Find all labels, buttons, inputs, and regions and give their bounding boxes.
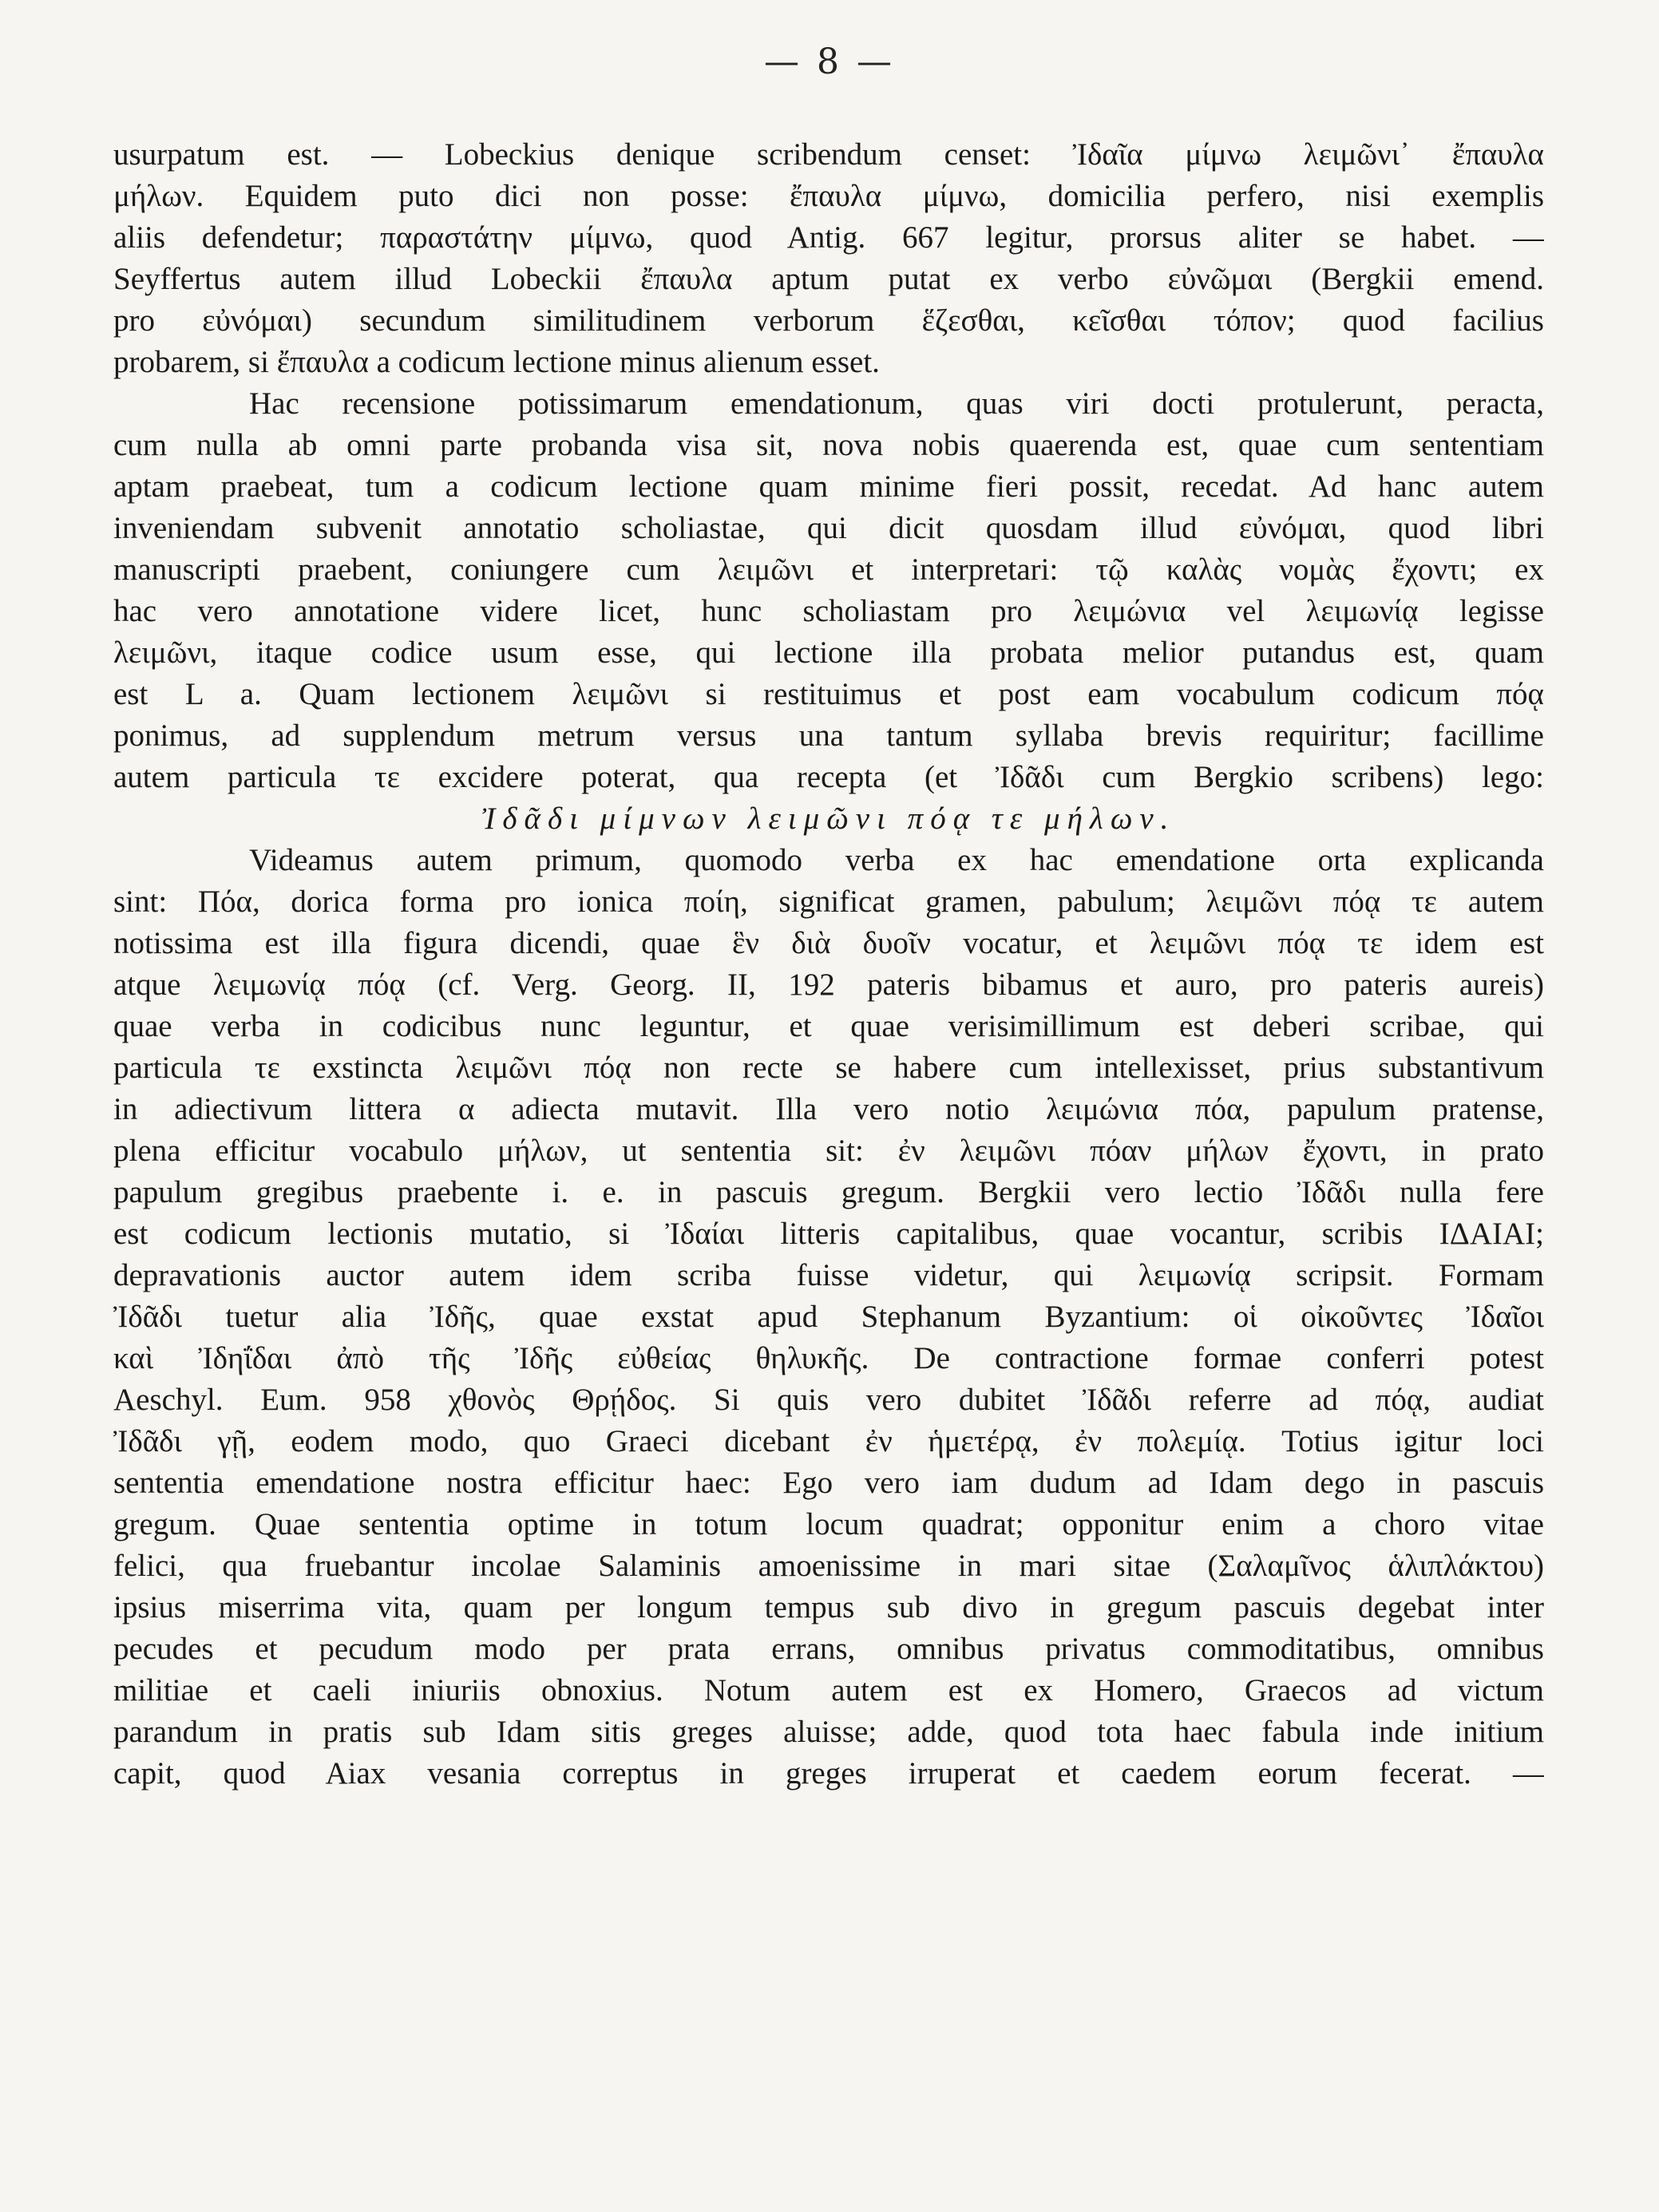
page-number: — 8 —: [764, 42, 895, 82]
text-line: sint: Πόα, dorica forma pro ionica ποίη, significat gramen, pabulum; λειμῶνι πόᾳ τε autem: [113, 884, 1544, 919]
text-line: depravationis auctor autem idem scriba fuisse videtur, qui λειμωνίᾳ scripsit. Formam: [113, 1258, 1544, 1292]
paragraph-start-line: Videamus autem primum, quomodo verba ex hac emendatione orta explicanda: [249, 843, 1544, 877]
text-line: Ἰδᾶδι γῇ, eodem modo, quo Graeci dicebant ἐν ἡμετέρᾳ, ἐν πολεμίᾳ. Totius igitur loci: [113, 1424, 1544, 1458]
text-line: papulum gregibus praebente i. e. in pascuis gregum. Bergkii vero lectio Ἰδᾶδι nulla fere: [113, 1175, 1544, 1209]
text-line: μήλων. Equidem puto dici non posse: ἔπαυλα μίμνω, domicilia perfero, nisi exemplis: [113, 179, 1544, 213]
text-line: λειμῶνι, itaque codice usum esse, qui lectione illa probata melior putandus est, quam: [113, 635, 1544, 670]
text-line: militiae et caeli iniuriis obnoxius. Notum autem est ex Homero, Graecos ad victum: [113, 1673, 1544, 1707]
text-line: atque λειμωνίᾳ πόᾳ (cf. Verg. Georg. II, 192 pateris bibamus et auro, pro pateris aureis): [113, 968, 1544, 1002]
text-line: est L a. Quam lectionem λειμῶνι si restituimus et post eam vocabulum codicum πόᾳ: [113, 677, 1544, 711]
text-line: aptam praebeat, tum a codicum lectione quam minime fieri possit, recedat. Ad hanc autem: [113, 469, 1544, 504]
text-line: aliis defendetur; παραστάτην μίμνω, quod Antig. 667 legitur, prorsus aliter se habet. —: [113, 220, 1544, 255]
text-line: parandum in pratis sub Idam sitis greges aluisse; adde, quod tota haec fabula inde initium: [113, 1715, 1544, 1749]
text-line: particula τε exstincta λειμῶνι πόᾳ non recte se habere cum intellexisset, prius substantivum: [113, 1051, 1544, 1085]
text-line: Aeschyl. Eum. 958 χθονὸς Θρῄδος. Si quis vero dubitet Ἰδᾶδι referre ad πόᾳ, audiat: [113, 1383, 1544, 1417]
text-line: plena efficitur vocabulo μήλων, ut sententia sit: ἐν λειμῶνι πόαν μήλων ἔχοντι, in prato: [113, 1134, 1544, 1168]
text-line: capit, quod Aiax vesania correptus in greges irruperat et caedem eorum fecerat. —: [113, 1756, 1544, 1791]
text-line: est codicum lectionis mutatio, si Ἰδαίαι litteris capitalibus, quae vocantur, scribis ΙΔΑΙΑΙ;: [113, 1217, 1544, 1251]
greek-verse-line: Ἰδᾶδι μίμνων λειμῶνι πόᾳ τε μήλων.: [481, 801, 1176, 836]
text-line: in adiectivum littera α adiecta mutavit. Illa vero notio λειμώνια πόα, papulum pratense,: [113, 1092, 1544, 1126]
body-text: [113, 134, 1544, 1795]
text-line: gregum. Quae sententia optime in totum locum quadrat; opponitur enim a choro vitae: [113, 1507, 1544, 1541]
text-line: hac vero annotatione videre licet, hunc scholiastam pro λειμώνια vel λειμωνίᾳ legisse: [113, 594, 1544, 628]
text-line: cum nulla ab omni parte probanda visa sit, nova nobis quaerenda est, quae cum sententiam: [113, 428, 1544, 462]
text-line: probarem, si ἔπαυλα a codicum lectione minus alienum esset.: [113, 345, 880, 379]
text-line: notissima est illa figura dicendi, quae ἓν διὰ δυοῖν vocatur, et λειμῶνι πόᾳ τε idem est: [113, 926, 1544, 960]
paragraph-start-line: Hac recensione potissimarum emendationum, quas viri docti protulerunt, peracta,: [249, 386, 1544, 421]
text-line: felici, qua fruebantur incolae Salaminis amoenissime in mari sitae (Σαλαμῖνος ἁλιπλάκτου): [113, 1549, 1544, 1583]
text-line: Ἰδᾶδι tuetur alia Ἰδῆς, quae exstat apud Stephanum Byzantium: οἱ οἰκοῦντες Ἰδαῖοι: [113, 1300, 1544, 1334]
text-line: Seyffertus autem illud Lobeckii ἔπαυλα aptum putat ex verbo εὐνῶμαι (Bergkii emend.: [113, 262, 1544, 296]
text-line: usurpatum est. — Lobeckius denique scribendum censet: Ἰδαῖα μίμνω λειμῶνι᾽ ἔπαυλα: [113, 137, 1544, 172]
text-line: pecudes et pecudum modo per prata errans, omnibus privatus commoditatibus, omnibus: [113, 1632, 1544, 1666]
text-line: pro εὐνόμαι) secundum similitudinem verborum ἕζεσθαι, κεῖσθαι τόπον; quod facilius: [113, 303, 1544, 338]
text-line: manuscripti praebent, coniungere cum λειμῶνι et interpretari: τῷ καλὰς νομὰς ἔχοντι; ex: [113, 552, 1544, 587]
text-line: ponimus, ad supplendum metrum versus una tantum syllaba brevis requiritur; facillime: [113, 718, 1544, 753]
text-line: ipsius miserrima vita, quam per longum tempus sub divo in gregum pascuis degebat inter: [113, 1590, 1544, 1624]
text-line: autem particula τε excidere poterat, qua recepta (et Ἰδᾶδι cum Bergkio scribens) lego:: [113, 760, 1544, 794]
text-line: inveniendam subvenit annotatio scholiastae, qui dicit quosdam illud εὐνόμαι, quod libri: [113, 511, 1544, 545]
text-line: καὶ Ἰδηΐδαι ἀπὸ τῆς Ἰδῆς εὐθείας θηλυκῆς. De contractione formae conferri potest: [113, 1341, 1544, 1375]
text-line: quae verba in codicibus nunc leguntur, et quae verisimillimum est deberi scribae, qui: [113, 1009, 1544, 1043]
text-line: sententia emendatione nostra efficitur haec: Ego vero iam dudum ad Idam dego in pascuis: [113, 1466, 1544, 1500]
